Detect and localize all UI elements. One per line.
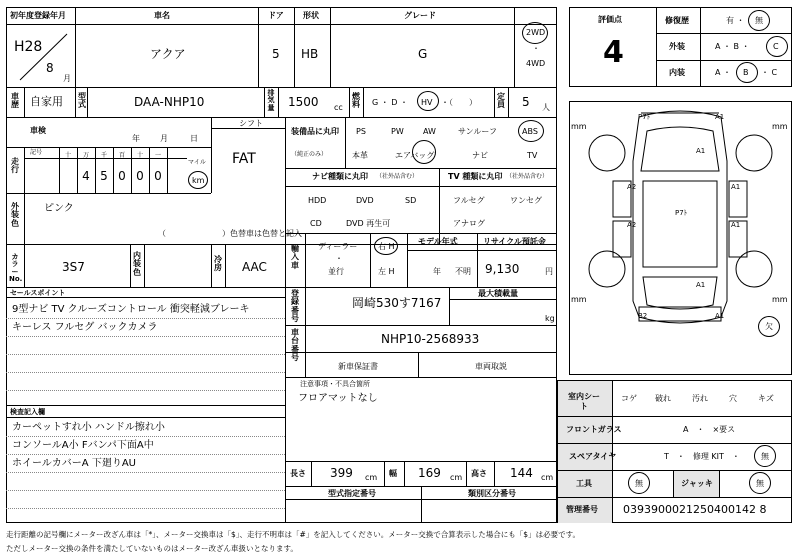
navi-title: ナビ種類に丸印: [312, 172, 368, 181]
model-value: DAA-NHP10: [134, 95, 205, 109]
capacity-value: 5: [522, 95, 530, 109]
door-count: 5: [272, 47, 280, 61]
height-value: 144: [510, 466, 533, 480]
repair-opts: 有 ・: [726, 16, 745, 25]
class-number-label: 類別区分番号: [468, 489, 516, 498]
import-dealer: ディーラー: [318, 242, 358, 251]
mileage-unit: 一: [154, 152, 161, 159]
footer-note-1: 走行距離の記号欄にメーター改ざん車は「*」、メーター交換車は「$」、走行不明車は「#」を記入してください。メーター交換で合算表示した場合にも「$」は必要です。: [6, 530, 580, 539]
jack-none: 無: [756, 479, 764, 488]
import-right: 右 H: [378, 242, 395, 251]
fuel-hv: HV: [421, 98, 433, 107]
tv-analog: アナログ: [453, 219, 485, 228]
seat-tear: 破れ: [655, 394, 671, 403]
seat-burn: コゲ: [621, 394, 637, 403]
plate-label: 登録番号: [291, 289, 299, 324]
interior-c: ・ C: [761, 68, 778, 77]
equip-tv: TV: [527, 151, 538, 160]
notes-label: 注意事項・不具合箇所: [300, 380, 370, 388]
shape-label: 形状: [303, 11, 319, 20]
tv-oneseg: ワンセグ: [510, 196, 542, 205]
damage-mark: A1: [731, 221, 741, 229]
model-year-unknown: 不明: [455, 267, 471, 276]
capacity-unit: 人: [542, 103, 550, 112]
drive-2wd: 2WD: [526, 28, 546, 37]
navi-hdd: HDD: [308, 196, 327, 205]
width-unit: cm: [450, 473, 463, 482]
inspector-line2: コンソールA小 Fバンパ下面A中: [12, 440, 154, 451]
disp-unit: cc: [334, 103, 343, 112]
navi-cd: CD: [310, 219, 322, 228]
windshield-value: A ・ ×要ス: [683, 425, 736, 434]
import-left: 左 H: [378, 267, 395, 276]
exterior-opts: A ・ B ・: [715, 42, 750, 51]
mileage-mile: マイル: [188, 159, 206, 166]
door-label: ドア: [268, 11, 284, 20]
navi-dvd-play: DVD 再生可: [346, 219, 391, 228]
mileage-digit: 0: [118, 169, 126, 183]
equip-navi: ナビ: [472, 151, 488, 160]
interior-a: A ・: [715, 68, 732, 77]
inspector-line3: ホイールカバーA 下廻りAU: [12, 458, 136, 469]
recycle-unit: 円: [545, 267, 553, 276]
mileage-digit: 0: [154, 169, 162, 183]
mileage-km: km: [192, 176, 205, 185]
chassis-label: 車台番号: [291, 328, 299, 363]
inspector-label: 検査記入欄: [10, 408, 45, 416]
use-value: 自家用: [30, 95, 63, 108]
equip-sunroof: サンルーフ: [458, 127, 497, 136]
damage-mark: P7ﾄ: [675, 209, 688, 217]
fuel-other: ・（ ）: [441, 98, 477, 107]
reg-month: 8: [46, 61, 54, 75]
exterior-c: C: [773, 42, 779, 51]
management-number: 0393900021250400142 8: [623, 503, 767, 516]
reg-month-unit: 月: [63, 74, 71, 83]
new-car-warranty: 新車保証書: [338, 362, 378, 371]
mm-label: mm: [571, 295, 587, 304]
inspection-year: 年: [132, 134, 140, 143]
grade-label: グレード: [404, 11, 436, 20]
max-load-label: 最大積載量: [478, 289, 518, 298]
import-dot: ・: [335, 254, 343, 263]
mileage-kiroku: 記号: [30, 149, 43, 156]
height-label: 高さ: [471, 469, 487, 478]
car-name-label: 車名: [154, 11, 170, 20]
sales-line1: 9型ナビ TV クルーズコントロール 衝突軽減ブレーキ: [12, 304, 250, 315]
interior-b: B: [743, 68, 749, 77]
inspection-month: 月: [160, 134, 168, 143]
vehicle-manual: 車両取説: [475, 362, 507, 371]
windshield-label: フロントガラス: [566, 425, 622, 434]
spare-tire-label: スペアタイヤ: [569, 452, 617, 461]
mileage-unit: 千: [100, 152, 107, 159]
equip-label: 装備品に丸印: [291, 127, 339, 136]
seat-hole: 穴: [729, 394, 737, 403]
recycle-label: リサイクル預託金: [483, 237, 546, 246]
reg-era: H28: [14, 39, 43, 55]
model-label: 型式: [78, 92, 86, 110]
sales-line2: キーレス フルセグ バックカメラ: [12, 322, 158, 333]
spare-tire-opts: T ・ 修理 KIT ・: [664, 452, 740, 461]
navi-dvd: DVD: [356, 196, 374, 205]
mm-label: mm: [772, 295, 788, 304]
fuel-opts: G ・ D ・: [372, 98, 408, 107]
inspection-label: 車検: [30, 126, 46, 135]
recycle-value: 9,130: [485, 262, 520, 276]
equip-abs: ABS: [522, 127, 538, 136]
sales-label: セールスポイント: [10, 289, 66, 297]
color-code: 3S7: [62, 260, 85, 274]
navi-sd: SD: [405, 196, 417, 205]
max-load-unit: kg: [545, 314, 555, 323]
length-label: 長さ: [290, 469, 306, 478]
import-parallel: 並行: [328, 267, 344, 276]
width-label: 幅: [389, 469, 397, 478]
equip-leather: 本革: [352, 151, 368, 160]
equip-airbag-circle: [412, 140, 436, 164]
color-value: ピンク: [44, 203, 74, 214]
body-shape: HB: [301, 47, 319, 61]
equip-sub: （純正のみ）: [291, 151, 328, 158]
tools-label: 工具: [576, 479, 592, 488]
notes-value: フロアマットなし: [298, 393, 378, 404]
type-designation-label: 型式指定番号: [328, 489, 376, 498]
score-label: 評価点: [598, 15, 622, 24]
capacity-label: 定員: [497, 92, 505, 110]
width-value: 169: [418, 466, 441, 480]
mileage-unit: 十: [64, 152, 71, 159]
missing-mark: 欠: [765, 322, 773, 331]
damage-mark: A1: [715, 312, 725, 320]
equip-pw: PW: [391, 127, 404, 136]
tv-note: （社外品含む）: [506, 173, 549, 180]
mileage-unit: 十: [136, 152, 143, 159]
repair-none: 無: [755, 16, 763, 25]
height-unit: cm: [541, 473, 554, 482]
damage-mark: A2: [627, 183, 637, 191]
shift-label: シフト: [239, 119, 263, 128]
footer-note-2: ただしメーター交換の条件を満たしていないものはメーター改ざん車扱いとなります。: [6, 544, 298, 553]
model-year-label: モデル年式: [418, 237, 458, 246]
interior-color-label: 内装色: [133, 251, 141, 277]
damage-mark: P7ﾄ: [638, 113, 651, 121]
score-value: 4: [603, 35, 624, 70]
seat-dirt: 汚れ: [692, 394, 708, 403]
ac-value: AAC: [242, 260, 267, 274]
seat-scratch: キズ: [758, 394, 774, 403]
exterior-label: 外装: [669, 42, 685, 51]
damage-mark: A1: [696, 281, 706, 289]
mm-label: mm: [571, 122, 587, 131]
management-number-label: 管理番号: [566, 505, 598, 514]
equip-aw: AW: [423, 127, 436, 136]
grade-value: G: [418, 47, 428, 61]
use-label: 車歴: [11, 92, 19, 110]
length-unit: cm: [365, 473, 378, 482]
model-year-unit: 年: [433, 267, 441, 276]
tv-title: TV 種類に丸印: [448, 172, 503, 181]
damage-mark: A1: [731, 183, 741, 191]
equip-ps: PS: [356, 127, 366, 136]
navi-note: （社外品含む）: [376, 173, 419, 180]
color-code-label: カラーNo.: [9, 253, 23, 284]
color-label: 外装色: [11, 202, 19, 228]
damage-mark: A2: [627, 221, 637, 229]
reg-year-label: 初年度登録年月: [10, 11, 66, 20]
chassis-value: NHP10-2568933: [381, 332, 480, 346]
inspection-day: 日: [190, 134, 198, 143]
inspector-line1: カーペットすれ小 ハンドル擦れ小: [12, 422, 165, 433]
mileage-unit: 百: [118, 152, 125, 159]
mileage-digit: 0: [136, 169, 144, 183]
import-label: 輸入車: [291, 244, 299, 270]
disp-label: 排気量: [267, 89, 275, 112]
plate-value: 岡崎530す7167: [352, 296, 442, 310]
mm-label: mm: [772, 122, 788, 131]
fuel-label: 燃料: [352, 92, 360, 110]
disp-value: 1500: [288, 95, 319, 109]
damage-mark: A1: [696, 147, 706, 155]
spare-none: 無: [761, 452, 769, 461]
interior-seat-label: 室内シート: [568, 392, 600, 411]
length-value: 399: [330, 466, 353, 480]
mileage-digit: 5: [100, 169, 108, 183]
shift-value: FAT: [232, 151, 256, 167]
mileage-digit: 4: [82, 169, 90, 183]
drive-sep: ・: [532, 44, 540, 53]
tv-fullseg: フルセグ: [453, 196, 485, 205]
damage-mark: A1: [715, 113, 725, 121]
jack-label: ジャッキ: [681, 479, 713, 488]
car-outline: [569, 101, 792, 375]
interior-label: 内装: [669, 68, 685, 77]
damage-mark: B2: [638, 312, 648, 320]
repair-label: 修復歴: [665, 16, 689, 25]
mileage-unit: 万: [82, 152, 89, 159]
mileage-label: 走行: [11, 157, 19, 175]
tools-none: 無: [635, 479, 643, 488]
ac-label: 冷房: [214, 255, 222, 273]
car-name: アクア: [150, 47, 186, 61]
color-note: （ ）色替車は色替と記入: [158, 229, 302, 238]
drive-4wd: 4WD: [526, 59, 546, 68]
equip-airbag: エアバッグ: [395, 151, 435, 160]
